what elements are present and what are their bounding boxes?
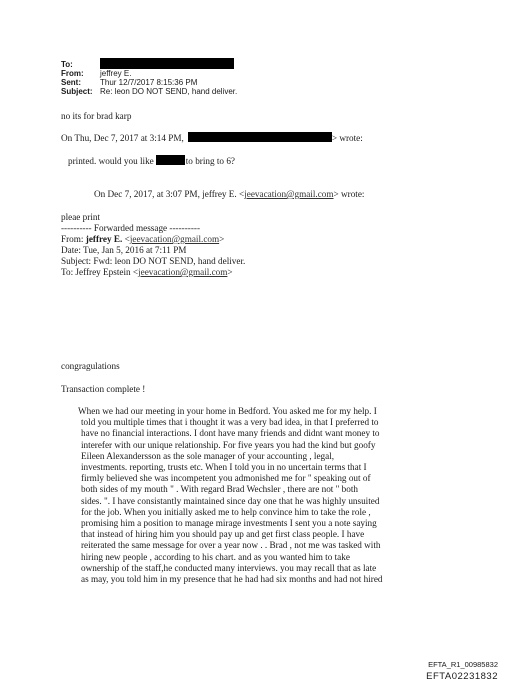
reply-text: pleae print [61, 212, 101, 222]
letter-line: for the job. When you initially asked me to help convince him to take the role , [81, 506, 371, 517]
email-link[interactable]: jeevacation@gmail.com [129, 234, 220, 244]
redaction-block [100, 58, 234, 69]
letter-line: as may, you told him in my presence that he had had six months and had not hired [81, 574, 383, 585]
from-label: From: [61, 69, 84, 78]
reply-text: no its for brad karp [61, 111, 132, 121]
transaction-text: Transaction complete ! [61, 384, 146, 394]
email-link[interactable]: jeevacation@gmail.com [244, 189, 334, 199]
from-value: jeffrey E. [100, 69, 132, 78]
forwarded-email-close: > [219, 234, 225, 244]
letter-line: both sides of my mouth " . With regard Brad Wechsler , there are not " both [81, 484, 359, 495]
forwarded-from [61, 234, 224, 245]
letter-line: investments. reporting, trusts etc. When I told you in no uncertain terms that I [81, 462, 367, 473]
letter-line: sides. ". I have consistantly maintained since day one that he was highly unsuited [81, 495, 380, 506]
forwarded-from-prefix: From: [61, 234, 86, 244]
quote-header-suffix: > wrote: [331, 133, 363, 143]
forwarded-email-open: < [122, 234, 130, 244]
reply-text [68, 155, 235, 167]
forwarded-subject: Subject: Fwd: leon DO NOT SEND, hand deliver. [61, 256, 246, 266]
greeting-text: congragulations [61, 361, 120, 371]
quote-header [61, 132, 363, 144]
letter-line: promising him a position to manage mirage investments I sent you a note saying [81, 518, 377, 529]
quote-header-prefix: On Dec 7, 2017, at 3:07 PM, jeffrey E. < [94, 189, 245, 199]
to-label: To: [61, 60, 73, 69]
letter-line: interefer with our unique relationship. For five years you had the kind but goofy [81, 439, 376, 450]
quote-header-suffix: > wrote: [333, 189, 365, 199]
redaction-block [188, 132, 332, 142]
email-link[interactable]: jeevacation@gmail.com [138, 267, 228, 277]
subject-label: Subject: [61, 87, 93, 96]
email-header [61, 60, 281, 104]
forwarded-to-prefix: To: Jeffrey Epstein < [61, 267, 139, 277]
redaction-block [156, 155, 185, 165]
letter-line: ownership of the staff,he conducted many interviews. you may recall that as late [81, 562, 377, 573]
letter-line: have no financial interactions. I dont have many friends and didnt want money to [81, 428, 380, 439]
letter-line: firmly believed she was incompetent you admonished me for " speaking out of [81, 473, 371, 484]
reply-prefix: printed. would you like [68, 156, 154, 166]
forwarded-date: Date: Tue, Jan 5, 2016 at 7:11 PM [61, 245, 187, 255]
letter-line: reiterated the same message for over a year now . . Brad , not me was tasked with [81, 540, 381, 551]
letter-body [78, 406, 430, 585]
letter-line: Eileen Alexandersson as the sole manager of your accounting , legal, [81, 450, 335, 461]
letter-line: When we had our meeting in your home in Bedford. You asked me for my help. I [78, 406, 377, 416]
reply-suffix: to bring to 6? [185, 156, 235, 166]
forwarded-marker: ---------- Forwarded message ---------- [61, 223, 201, 233]
sent-label: Sent: [61, 78, 81, 87]
letter-line: told you multiple times that i thought it was a very bad idea, in that I preferred to [81, 417, 379, 428]
forwarded-to-suffix: > [227, 267, 233, 277]
subject-value: Re: leon DO NOT SEND, hand deliver. [100, 87, 238, 96]
footer-id-large: EFTA02231832 [426, 671, 498, 682]
forwarded-from-name: jeffrey E. [85, 234, 123, 244]
forwarded-to [61, 267, 233, 278]
quote-header [94, 189, 364, 200]
subject-row [61, 87, 281, 97]
letter-line: hiring new people , according to his chart. and as you wanted him to take [81, 551, 350, 562]
sent-value: Thur 12/7/2017 8:15:36 PM [100, 78, 198, 87]
quote-header-prefix: On Thu, Dec 7, 2017 at 3:14 PM, [61, 133, 184, 143]
footer-id-small: EFTA_R1_00985832 [428, 660, 498, 669]
letter-line: that instead of hiring him you should pay up and get first class people. I have [81, 529, 365, 540]
